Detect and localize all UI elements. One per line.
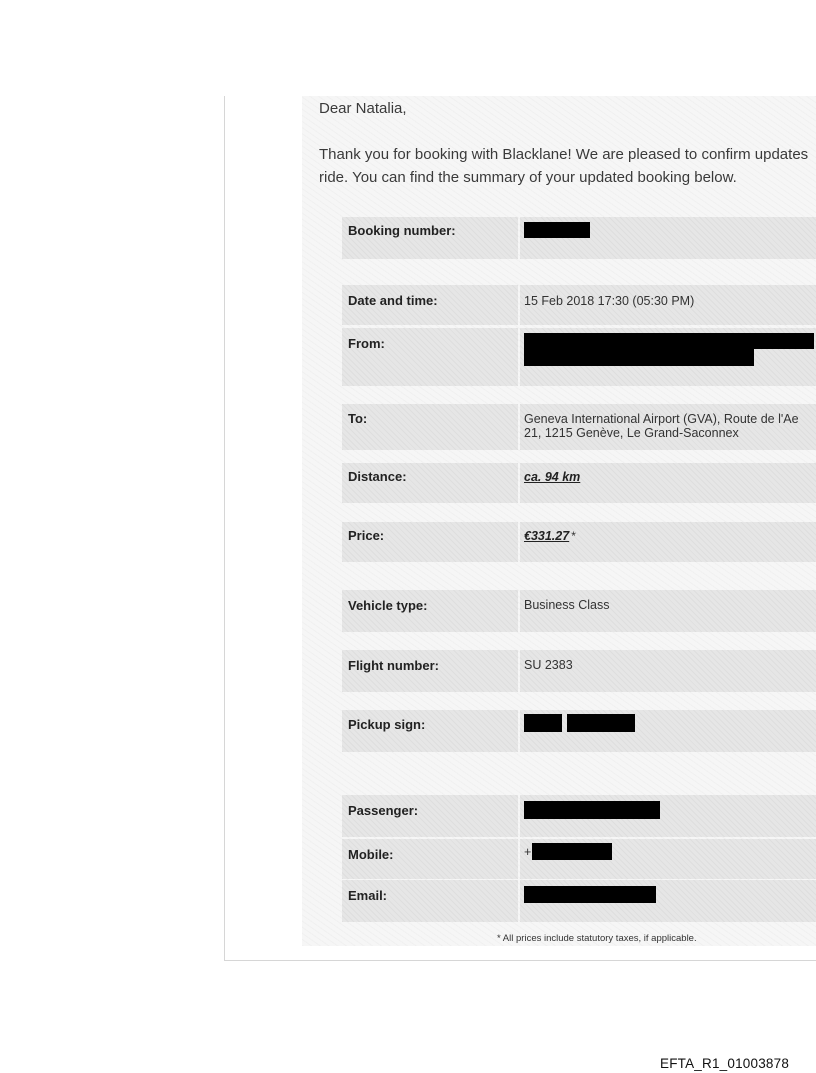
mobile-label: Mobile: [348, 847, 394, 862]
flight-number-label: Flight number: [348, 658, 439, 673]
price-label: Price: [348, 528, 385, 543]
date-time-value: 15 Feb 2018 17:30 (05:30 PM) [524, 294, 695, 308]
vehicle-type-value: Business Class [524, 598, 610, 612]
date-time-label: Date and time: [348, 293, 438, 308]
to-address-value [524, 412, 799, 440]
email-row [342, 880, 816, 922]
vehicle-type-label: Vehicle type: [348, 598, 428, 613]
distance-link[interactable]: ca. 94 km [524, 470, 581, 484]
booking-number-row [342, 217, 816, 259]
pickup-sign-redaction-1 [524, 714, 562, 732]
pickup-sign-label: Pickup sign: [348, 717, 426, 732]
flight-number-value: SU 2383 [524, 658, 573, 672]
flight-number-row [342, 650, 816, 692]
date-time-row [342, 285, 816, 325]
distance-label: Distance: [348, 469, 407, 484]
to-address-line-1: Geneva International Airport (GVA), Route de l'Ae [524, 412, 799, 426]
from-address-redaction-2 [524, 349, 754, 366]
price-row [342, 522, 816, 562]
vehicle-type-row [342, 590, 816, 632]
price-footnote: * All prices include statutory taxes, if applicable. [497, 933, 697, 944]
passenger-row [342, 795, 816, 837]
distance-row [342, 463, 816, 503]
mobile-number-redaction [532, 843, 612, 860]
greeting-text: Dear Natalia, [319, 100, 407, 117]
mobile-prefix: + [524, 845, 532, 859]
passenger-name-redaction [524, 801, 660, 819]
price-link[interactable]: €331.27 [524, 529, 570, 543]
intro-line-2: ride. You can find the summary of your updated booking below. [319, 169, 737, 186]
intro-paragraph [319, 143, 816, 189]
price-asterisk: * [571, 529, 576, 543]
document-id: EFTA_R1_01003878 [660, 1056, 790, 1071]
booking-number-redaction [524, 222, 590, 238]
email-label: Email: [348, 888, 388, 903]
to-address-line-2: 21, 1215 Genève, Le Grand-Saconnex [524, 426, 739, 440]
from-address-redaction-1 [524, 333, 814, 349]
pickup-sign-row [342, 710, 816, 752]
booking-number-label: Booking number: [348, 223, 456, 238]
price-value [524, 529, 576, 543]
passenger-label: Passenger: [348, 803, 419, 818]
intro-line-1: Thank you for booking with Blacklane! We are pleased to confirm updates [319, 146, 809, 163]
mobile-row [342, 839, 816, 879]
to-label: To: [348, 411, 368, 426]
pickup-sign-redaction-2 [567, 714, 635, 732]
to-row [342, 404, 816, 450]
from-row [342, 328, 816, 386]
email-address-redaction [524, 886, 656, 903]
from-label: From: [348, 336, 385, 351]
